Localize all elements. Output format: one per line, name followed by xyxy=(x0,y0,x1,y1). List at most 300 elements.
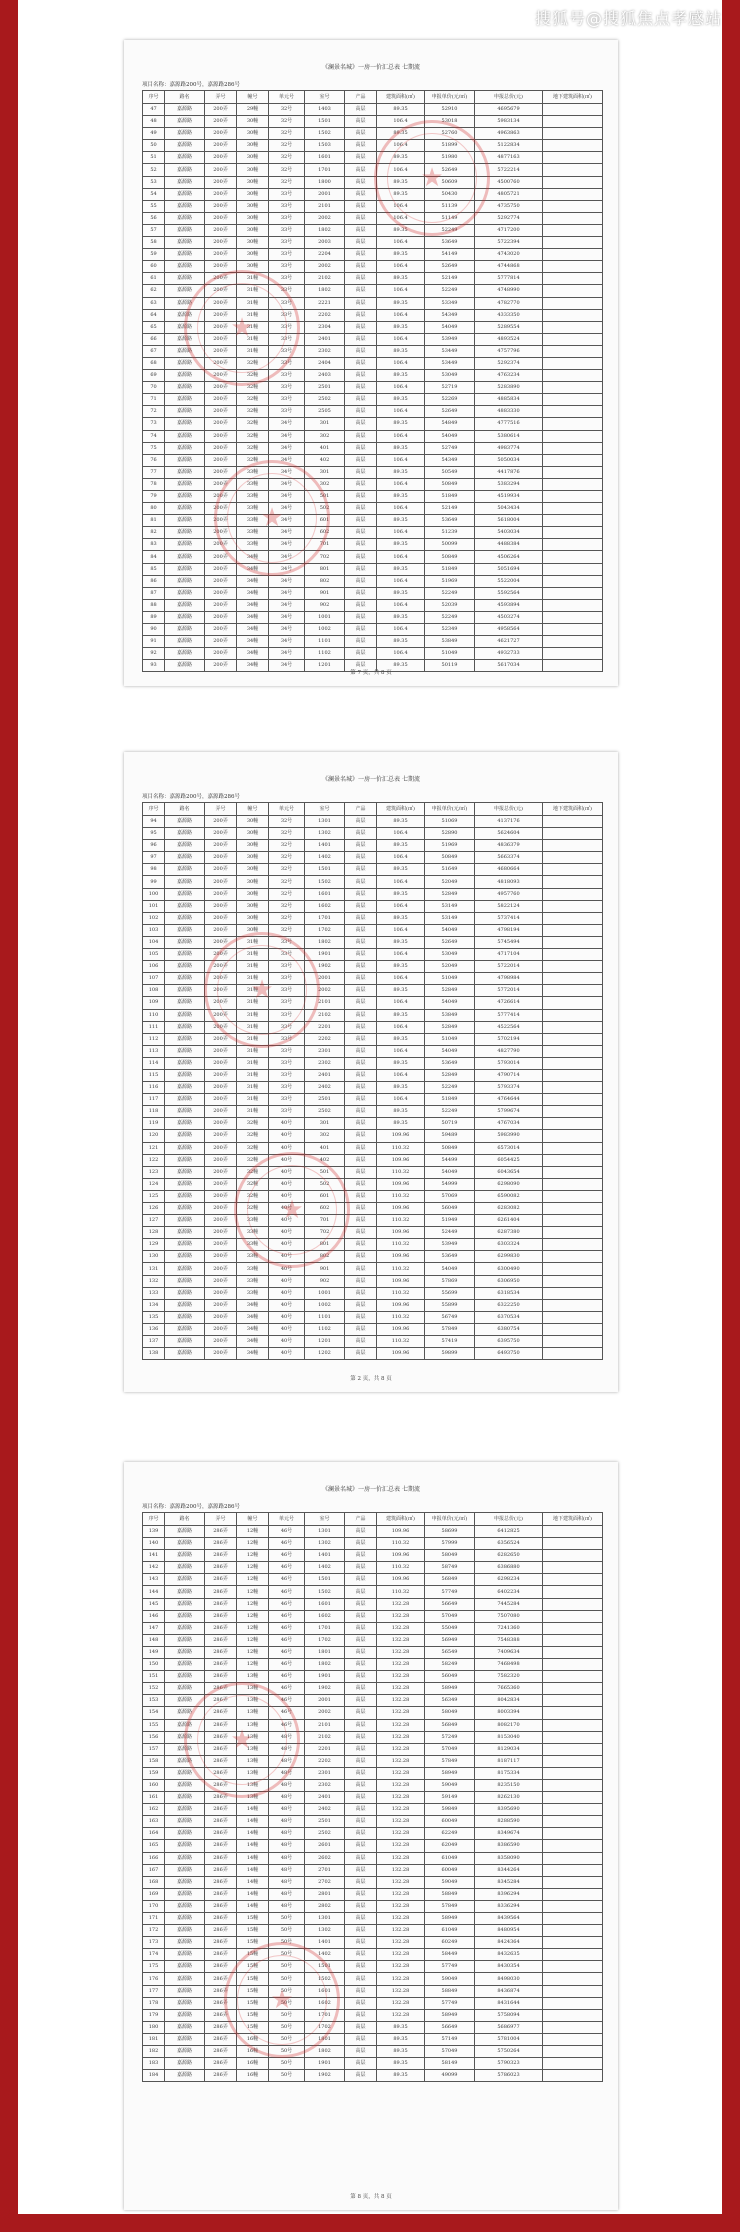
table-cell: 嘉源路 xyxy=(165,382,205,394)
table-cell: 1902 xyxy=(305,961,345,973)
table-cell: 高层 xyxy=(345,261,377,273)
table-cell: 32幢 xyxy=(237,1178,269,1190)
table-row xyxy=(143,1239,603,1251)
table-cell: 嘉源路 xyxy=(165,551,205,563)
table-cell: 40号 xyxy=(269,1118,305,1130)
table-cell: 132.28 xyxy=(377,1925,425,1937)
table-cell: 嘉源路 xyxy=(165,370,205,382)
table-cell: 141 xyxy=(143,1550,165,1562)
table-cell: 31幢 xyxy=(237,1094,269,1106)
table-cell: 高层 xyxy=(345,1203,377,1215)
column-header: 申报单价(元/㎡) xyxy=(425,1513,475,1526)
table-cell: 1302 xyxy=(305,1925,345,1937)
table-cell: 87 xyxy=(143,587,165,599)
table-cell xyxy=(543,273,603,285)
table-cell: 15幢 xyxy=(237,1913,269,1925)
table-cell: 162 xyxy=(143,1804,165,1816)
table-cell: 嘉源路 xyxy=(165,1779,205,1791)
table-cell: 56049 xyxy=(425,1671,475,1683)
table-cell: 高层 xyxy=(345,551,377,563)
table-cell: 2702 xyxy=(305,1876,345,1888)
table-cell xyxy=(543,394,603,406)
table-cell: 嘉源路 xyxy=(165,430,205,442)
table-cell: 高层 xyxy=(345,357,377,369)
table-cell: 1102 xyxy=(305,648,345,660)
table-row xyxy=(143,1634,603,1646)
table-cell: 132.28 xyxy=(377,1937,425,1949)
table-cell: 13幢 xyxy=(237,1695,269,1707)
table-cell: 34幢 xyxy=(237,551,269,563)
table-cell: 1502 xyxy=(305,128,345,140)
table-cell: 132.28 xyxy=(377,1949,425,1961)
table-cell: 高层 xyxy=(345,515,377,527)
table-cell: 8358090 xyxy=(475,1852,543,1864)
table-cell: 46号 xyxy=(269,1622,305,1634)
table-cell xyxy=(543,1299,603,1311)
table-cell: 50号 xyxy=(269,1949,305,1961)
table-cell: 嘉源路 xyxy=(165,1154,205,1166)
table-cell: 200弄 xyxy=(205,840,237,852)
table-cell: 82 xyxy=(143,527,165,539)
table-cell: 13幢 xyxy=(237,1683,269,1695)
table-cell: 52249 xyxy=(425,587,475,599)
table-cell: 106.4 xyxy=(377,900,425,912)
table-cell: 32号 xyxy=(269,876,305,888)
table-cell: 200弄 xyxy=(205,539,237,551)
table-cell: 200弄 xyxy=(205,1251,237,1263)
table-row xyxy=(143,442,603,454)
table-cell: 286弄 xyxy=(205,2046,237,2058)
table-cell: 8187117 xyxy=(475,1755,543,1767)
table-cell: 32号 xyxy=(269,140,305,152)
table-cell: 286弄 xyxy=(205,1949,237,1961)
table-cell: 286弄 xyxy=(205,1985,237,1997)
table-cell: 32幢 xyxy=(237,1154,269,1166)
table-cell: 高层 xyxy=(345,370,377,382)
table-cell: 286弄 xyxy=(205,1937,237,1949)
table-cell: 48号 xyxy=(269,1852,305,1864)
table-cell: 40号 xyxy=(269,1142,305,1154)
table-cell: 高层 xyxy=(345,816,377,828)
table-cell: 152 xyxy=(143,1683,165,1695)
table-row xyxy=(143,1828,603,1840)
table-cell: 33号 xyxy=(269,237,305,249)
table-cell xyxy=(543,888,603,900)
table-row xyxy=(143,1069,603,1081)
table-cell: 高层 xyxy=(345,152,377,164)
table-cell: 嘉源路 xyxy=(165,394,205,406)
table-cell: 高层 xyxy=(345,864,377,876)
table-cell: 15幢 xyxy=(237,1985,269,1997)
table-cell: 200弄 xyxy=(205,406,237,418)
table-cell xyxy=(543,515,603,527)
table-cell: 200弄 xyxy=(205,1323,237,1335)
table-cell: 嘉源路 xyxy=(165,1215,205,1227)
table-cell xyxy=(543,1033,603,1045)
table-row xyxy=(143,1961,603,1973)
table-cell: 4827790 xyxy=(475,1045,543,1057)
table-cell: 15幢 xyxy=(237,1973,269,1985)
table-cell: 8235150 xyxy=(475,1779,543,1791)
table-cell: 200弄 xyxy=(205,1275,237,1287)
table-cell: 嘉源路 xyxy=(165,1804,205,1816)
table-cell: 130 xyxy=(143,1251,165,1263)
table-cell: 高层 xyxy=(345,563,377,575)
table-cell: 嘉源路 xyxy=(165,200,205,212)
table-cell: 33号 xyxy=(269,997,305,1009)
table-row xyxy=(143,357,603,369)
table-cell: 14幢 xyxy=(237,1840,269,1852)
table-cell: 30幢 xyxy=(237,249,269,261)
table-cell: 200弄 xyxy=(205,1336,237,1348)
table-cell: 56049 xyxy=(425,1203,475,1215)
table-row xyxy=(143,1203,603,1215)
table-cell: 高层 xyxy=(345,224,377,236)
table-cell: 5380614 xyxy=(475,430,543,442)
table-cell: 1301 xyxy=(305,816,345,828)
table-cell: 1501 xyxy=(305,1574,345,1586)
table-cell: 52249 xyxy=(425,224,475,236)
table-row xyxy=(143,309,603,321)
table-cell xyxy=(543,1348,603,1360)
table-cell: 嘉源路 xyxy=(165,1348,205,1360)
table-row xyxy=(143,1550,603,1562)
table-cell: 52 xyxy=(143,164,165,176)
table-cell: 15幢 xyxy=(237,1997,269,2009)
table-cell: 106.4 xyxy=(377,575,425,587)
table-cell: 30幢 xyxy=(237,840,269,852)
table-cell: 40号 xyxy=(269,1263,305,1275)
table-cell: 61 xyxy=(143,273,165,285)
table-cell: 嘉源路 xyxy=(165,1961,205,1973)
table-cell: 33号 xyxy=(269,985,305,997)
table-cell: 33号 xyxy=(269,1009,305,1021)
table-cell xyxy=(543,1166,603,1178)
table-cell: 200弄 xyxy=(205,212,237,224)
table-cell: 高层 xyxy=(345,1997,377,2009)
table-cell: 32号 xyxy=(269,176,305,188)
table-cell: 高层 xyxy=(345,382,377,394)
table-cell: 50号 xyxy=(269,2009,305,2021)
column-header: 地下建筑面积(㎡) xyxy=(543,803,603,816)
table-cell: 72 xyxy=(143,406,165,418)
table-cell: 200弄 xyxy=(205,1021,237,1033)
table-cell: 34幢 xyxy=(237,611,269,623)
table-cell: 6356524 xyxy=(475,1538,543,1550)
table-cell: 高层 xyxy=(345,611,377,623)
table-cell: 59 xyxy=(143,249,165,261)
column-header: 产品 xyxy=(345,1513,377,1526)
table-cell: 6370534 xyxy=(475,1311,543,1323)
table-cell: 160 xyxy=(143,1779,165,1791)
table-cell: 172 xyxy=(143,1925,165,1937)
table-cell: 50号 xyxy=(269,2033,305,2045)
table-cell: 33号 xyxy=(269,1045,305,1057)
table-cell: 高层 xyxy=(345,1816,377,1828)
column-header: 单元号 xyxy=(269,91,305,104)
table-cell: 200弄 xyxy=(205,876,237,888)
table-cell: 嘉源路 xyxy=(165,1106,205,1118)
table-cell: 301 xyxy=(305,1118,345,1130)
table-cell: 48号 xyxy=(269,1900,305,1912)
table-cell: 1802 xyxy=(305,2046,345,2058)
table-cell: 高层 xyxy=(345,104,377,116)
table-cell: 200弄 xyxy=(205,1348,237,1360)
table-cell: 69 xyxy=(143,370,165,382)
table-cell: 高层 xyxy=(345,297,377,309)
table-cell xyxy=(543,1913,603,1925)
table-cell xyxy=(543,1069,603,1081)
table-cell: 200弄 xyxy=(205,563,237,575)
table-cell: 嘉源路 xyxy=(165,1767,205,1779)
table-cell: 110.32 xyxy=(377,1562,425,1574)
table-cell: 48号 xyxy=(269,1828,305,1840)
table-cell: 33号 xyxy=(269,961,305,973)
table-cell: 嘉源路 xyxy=(165,297,205,309)
table-cell: 170 xyxy=(143,1900,165,1912)
table-cell: 30幢 xyxy=(237,237,269,249)
table-cell: 33幢 xyxy=(237,527,269,539)
table-cell: 高层 xyxy=(345,599,377,611)
table-cell: 嘉源路 xyxy=(165,1646,205,1658)
table-cell: 12幢 xyxy=(237,1646,269,1658)
table-cell: 1102 xyxy=(305,1323,345,1335)
table-cell: 1301 xyxy=(305,1526,345,1538)
table-cell: 53949 xyxy=(425,1239,475,1251)
table-row xyxy=(143,164,603,176)
table-cell: 33幢 xyxy=(237,491,269,503)
table-cell: 5737414 xyxy=(475,912,543,924)
table-cell: 200弄 xyxy=(205,176,237,188)
table-cell: 嘉源路 xyxy=(165,2009,205,2021)
table-cell: 高层 xyxy=(345,1888,377,1900)
table-row xyxy=(143,1767,603,1779)
table-cell: 58749 xyxy=(425,1562,475,1574)
table-cell: 嘉源路 xyxy=(165,261,205,273)
table-cell: 15幢 xyxy=(237,1961,269,1973)
table-cell: 14幢 xyxy=(237,1876,269,1888)
table-cell: 163 xyxy=(143,1816,165,1828)
table-cell: 76 xyxy=(143,454,165,466)
table-cell: 34号 xyxy=(269,575,305,587)
table-cell: 嘉源路 xyxy=(165,1550,205,1562)
table-cell xyxy=(543,949,603,961)
table-cell: 89.35 xyxy=(377,273,425,285)
table-cell: 1901 xyxy=(305,1671,345,1683)
table-cell: 34幢 xyxy=(237,624,269,636)
table-cell: 5793014 xyxy=(475,1057,543,1069)
table-cell: 166 xyxy=(143,1852,165,1864)
table-cell: 高层 xyxy=(345,430,377,442)
table-row xyxy=(143,1166,603,1178)
table-cell: 200弄 xyxy=(205,491,237,503)
table-cell xyxy=(543,466,603,478)
table-cell: 132.28 xyxy=(377,1731,425,1743)
table-cell: 嘉源路 xyxy=(165,176,205,188)
table-cell: 6412825 xyxy=(475,1526,543,1538)
table-cell: 58949 xyxy=(425,1683,475,1695)
price-table xyxy=(142,1512,603,2082)
table-cell: 53849 xyxy=(425,636,475,648)
table-cell xyxy=(543,1562,603,1574)
table-cell: 53349 xyxy=(425,297,475,309)
table-cell: 106.4 xyxy=(377,478,425,490)
table-cell: 高层 xyxy=(345,285,377,297)
table-cell: 高层 xyxy=(345,1033,377,1045)
table-cell: 40号 xyxy=(269,1299,305,1311)
table-row xyxy=(143,2070,603,2082)
table-cell: 5758094 xyxy=(475,2009,543,2021)
table-cell: 1802 xyxy=(305,285,345,297)
table-row xyxy=(143,249,603,261)
table-cell: 46号 xyxy=(269,1550,305,1562)
table-cell: 286弄 xyxy=(205,1913,237,1925)
table-cell: 高层 xyxy=(345,1069,377,1081)
table-cell: 200弄 xyxy=(205,828,237,840)
table-cell: 4726614 xyxy=(475,997,543,1009)
table-cell: 高层 xyxy=(345,1610,377,1622)
table-cell: 嘉源路 xyxy=(165,321,205,333)
table-cell: 31幢 xyxy=(237,1045,269,1057)
table-cell: 31幢 xyxy=(237,1033,269,1045)
table-cell: 高层 xyxy=(345,876,377,888)
table-cell: 106.4 xyxy=(377,648,425,660)
table-cell: 高层 xyxy=(345,1828,377,1840)
table-cell xyxy=(543,1239,603,1251)
table-cell: 12幢 xyxy=(237,1610,269,1622)
table-cell: 50号 xyxy=(269,1985,305,1997)
table-cell: 200弄 xyxy=(205,1299,237,1311)
table-cell: 129 xyxy=(143,1239,165,1251)
table-cell: 嘉源路 xyxy=(165,1876,205,1888)
table-cell: 106.4 xyxy=(377,237,425,249)
table-row xyxy=(143,116,603,128)
table-cell: 高层 xyxy=(345,273,377,285)
table-cell: 32号 xyxy=(269,840,305,852)
table-cell: 58949 xyxy=(425,2009,475,2021)
table-cell: 1702 xyxy=(305,2021,345,2033)
table-cell: 53849 xyxy=(425,1009,475,1021)
table-cell: 高层 xyxy=(345,128,377,140)
table-row xyxy=(143,1622,603,1634)
table-cell: 48号 xyxy=(269,1840,305,1852)
table-cell: 50719 xyxy=(425,1118,475,1130)
table-cell: 高层 xyxy=(345,1804,377,1816)
table-cell: 200弄 xyxy=(205,1287,237,1299)
table-cell: 2602 xyxy=(305,1852,345,1864)
table-cell: 5522004 xyxy=(475,575,543,587)
table-cell: 嘉源路 xyxy=(165,527,205,539)
table-cell: 89.35 xyxy=(377,1009,425,1021)
table-cell: 62049 xyxy=(425,1840,475,1852)
table-cell: 15幢 xyxy=(237,1937,269,1949)
table-cell: 34幢 xyxy=(237,1311,269,1323)
table-cell: 58849 xyxy=(425,1985,475,1997)
table-cell: 8436874 xyxy=(475,1985,543,1997)
column-header: 申报总价(元) xyxy=(475,803,543,816)
table-cell: 30幢 xyxy=(237,912,269,924)
table-cell: 302 xyxy=(305,1130,345,1142)
table-cell: 200弄 xyxy=(205,370,237,382)
table-cell: 132.28 xyxy=(377,1900,425,1912)
sheet-footer: 第 7 页，共 8 页 xyxy=(350,670,392,676)
table-cell: 嘉源路 xyxy=(165,104,205,116)
table-cell: 502 xyxy=(305,503,345,515)
table-cell: 200弄 xyxy=(205,333,237,345)
table-cell: 1802 xyxy=(305,224,345,236)
table-cell: 89.35 xyxy=(377,418,425,430)
table-cell xyxy=(543,1792,603,1804)
table-cell xyxy=(543,418,603,430)
table-cell: 109.96 xyxy=(377,1275,425,1287)
table-cell: 嘉源路 xyxy=(165,1178,205,1190)
table-row xyxy=(143,1876,603,1888)
table-row xyxy=(143,1227,603,1239)
table-cell: 8396294 xyxy=(475,1888,543,1900)
table-cell: 286弄 xyxy=(205,1973,237,1985)
table-cell: 132.28 xyxy=(377,1671,425,1683)
table-cell: 200弄 xyxy=(205,1009,237,1021)
table-cell: 5822124 xyxy=(475,900,543,912)
table-row xyxy=(143,1997,603,2009)
table-cell: 16幢 xyxy=(237,2058,269,2070)
table-cell: 46号 xyxy=(269,1707,305,1719)
table-cell: 132.28 xyxy=(377,1913,425,1925)
table-cell: 53049 xyxy=(425,370,475,382)
table-cell: 嘉源路 xyxy=(165,852,205,864)
table-cell xyxy=(543,503,603,515)
table-cell: 286弄 xyxy=(205,1743,237,1755)
table-cell xyxy=(543,1683,603,1695)
table-cell: 7468498 xyxy=(475,1659,543,1671)
table-cell: 200弄 xyxy=(205,900,237,912)
sheet-footer: 第 8 页，共 8 页 xyxy=(350,2194,392,2200)
table-cell: 46号 xyxy=(269,1659,305,1671)
table-cell: 16幢 xyxy=(237,2046,269,2058)
table-cell: 502 xyxy=(305,1178,345,1190)
table-cell: 5663374 xyxy=(475,852,543,864)
table-cell: 171 xyxy=(143,1913,165,1925)
table-cell xyxy=(543,224,603,236)
table-cell: 200弄 xyxy=(205,1178,237,1190)
table-row xyxy=(143,973,603,985)
table-cell: 高层 xyxy=(345,1287,377,1299)
table-cell: 嘉源路 xyxy=(165,1671,205,1683)
table-cell: 33号 xyxy=(269,1033,305,1045)
table-cell: 40号 xyxy=(269,1190,305,1202)
table-cell: 5722394 xyxy=(475,237,543,249)
table-cell xyxy=(543,140,603,152)
table-cell xyxy=(543,1190,603,1202)
table-row xyxy=(143,611,603,623)
table-cell: 6386880 xyxy=(475,1562,543,1574)
table-cell: 148 xyxy=(143,1634,165,1646)
table-cell: 嘉源路 xyxy=(165,1239,205,1251)
table-cell: 54049 xyxy=(425,924,475,936)
table-cell: 106.4 xyxy=(377,527,425,539)
table-cell: 高层 xyxy=(345,1215,377,1227)
column-header: 路名 xyxy=(165,91,205,104)
table-cell xyxy=(543,1671,603,1683)
table-cell: 4488384 xyxy=(475,539,543,551)
table-cell: 286弄 xyxy=(205,1755,237,1767)
table-cell: 132.28 xyxy=(377,1755,425,1767)
table-row xyxy=(143,333,603,345)
table-cell: 140 xyxy=(143,1538,165,1550)
table-cell: 1801 xyxy=(305,1646,345,1658)
table-cell: 5750264 xyxy=(475,2046,543,2058)
table-cell: 6306950 xyxy=(475,1275,543,1287)
